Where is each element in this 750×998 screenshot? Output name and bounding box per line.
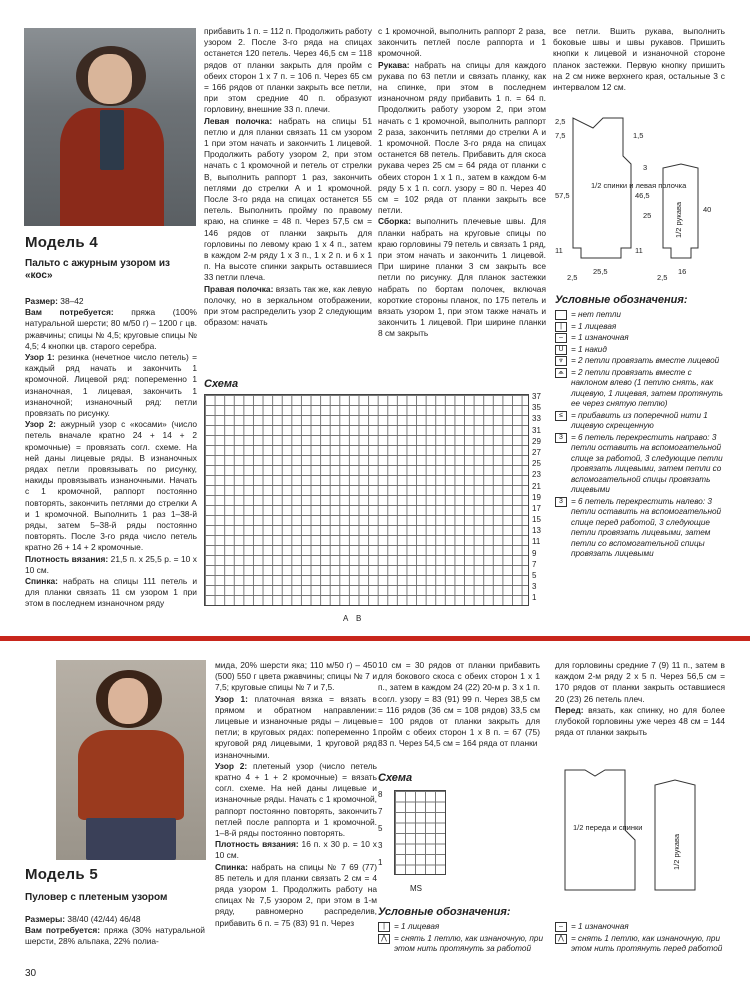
svg-text:11: 11 [635,246,643,255]
row-number: 9 [532,548,537,558]
row-number: 7 [532,559,537,569]
legend-text: = снять 1 петлю, как изнаночную, при этом нить протянуть перед работой [571,933,723,953]
row-number: 3 [532,582,537,592]
svg-text:3: 3 [643,163,648,172]
legend-symbol-icon: U [555,345,567,355]
legend-text: = 1 изнаночная [571,922,629,931]
model5-heading: Модель 5 [25,866,98,883]
svg-text:25: 25 [643,211,652,220]
row-number: 31 [532,425,541,435]
legend-text: = 1 лицевая [394,922,440,931]
sweater-photo [56,660,206,860]
legend-symbol-icon: ⋀ [378,934,390,944]
model5-col1: Размеры: 38/40 (42/44) 46/48 Вам потребуется: пряжа (30% натуральной шерсти, 28% альпака, 22% полиа- [25,914,205,947]
model5-legend-right [555,922,725,956]
model5-pattern-schematic [545,740,730,910]
svg-text:16: 16 [678,267,687,276]
svg-text:2,5: 2,5 [567,273,578,282]
model4-legend [555,310,727,561]
legend-symbol-icon: 3 [555,497,567,507]
row-number: 1 [378,858,383,867]
model5-pattern-sleeve-label: 1/2 рукава [672,833,681,870]
legend-text: = 6 петель перекрестить направо: 3 петли оставить на вспомогательной спице за работой, 3 следующие петли провязать лицевыми, затем петли со вспомогательной спицы провязать лицевыми [571,432,723,494]
svg-text:40: 40 [703,205,712,214]
model5-schema-label: Схема [378,772,413,784]
model5-legend-left [378,922,548,956]
legend-symbol-icon: – [555,333,567,343]
model5-rapport-label: MS [410,884,422,893]
page-number: 30 [25,968,37,979]
legend-text: = 2 петли провязать вместе с наклоном влево (1 петлю снять, как лицевую, 1 лицевая, затем протянуть ее через снятую петлю) [571,367,723,408]
legend-item [378,922,548,933]
model4-arrow-a: A [343,614,349,623]
model4-col4: все петли. Вшить рукава, выполнить боковые швы и швы рукавов. Пришить кнопки к лицевой и изнаночной стороне планок застежки. Первую кнопку пришить на 2 см ниже верхнего края, остальные 3 с интервалом 12 см. [553,26,725,93]
row-number: 17 [532,503,541,513]
legend-item [555,356,727,367]
model5-row-numbers [378,790,392,875]
svg-text:57,5: 57,5 [555,191,570,200]
legend-item [378,934,548,955]
model4-arrow-b: B [356,614,362,623]
model4-col1: Размер: 38–42 Вам потребуется: пряжа (100% натуральной шерсти; 80 м/50 г) – 1200 г цв. ржавчины; спицы № 4,5; круговые спицы № 4,5; 4 кнопки цв. старого серебра. Узор 1: резинка (нечетное число петель) = каждый ряд начать и закончить 1 кромочной. Лицевой ряд: попеременно 1 изнаночная, 1 лицевая, закончить 1 изнаночной; изнаночный ряд: петли провязать по рисунку. Узор 2: ажурный узор с «косами» (число петель вначале кратно 24 + 14 + 2 кромочные) = провязать согл. схеме. На ней даны лицевые ряды. В изнаночных рядах петли провязывать по рисунку, накиды провязывать изнаночными. Начать с 1 кромочной, раппорт постоянно повторять, закончить петлями до стрелки А и 1 кромочной. Выполнить 1 раз 1–38-й ряды, затем 5–38-й ряды постоянно повторять. После 3-го ряда число петель кратно 26 + 14 + 2 кромочные. Плотность вязания: 21,5 п. х 25,5 р. = 10 х 10 см. Спинка: набрать на спицы 111 петель и для планки связать 11 см узором 1 при этом в последнем изнаночном ряду [25,296,197,609]
row-number: 35 [532,403,541,413]
row-number: 7 [378,807,383,816]
legend-text: = 6 петель перекрестить налево: 3 петли оставить на вспомогательной спице перед работой, 3 следующие петли провязать лицевыми, затем петли со вспомогательной спицы провязать лицевыми [571,496,722,558]
row-number: 13 [532,526,541,536]
svg-text:2,5: 2,5 [657,273,668,282]
legend-item [555,333,727,344]
legend-item [555,368,727,410]
row-number: 5 [532,571,537,580]
section-divider [0,636,750,641]
legend-item [555,922,725,933]
model5-col4: для горловины средние 7 (9) 11 п., затем в каждом 2-м ряду 2 х 5 п. Через 56,5 см = 170 рядов от планки закрыть оставшиеся 20 (23) 26 петель плеч. Перед: вязать, как спинку, но для более глубокой горловины уже через 48 см = 144 ряда от планки закрыть [555,660,725,738]
model4-pattern-schematic [553,108,728,286]
row-number: 33 [532,414,541,424]
row-number: 1 [532,593,537,603]
legend-symbol-icon: | [378,922,390,932]
model5-title: Пуловер с плетеным узором [25,892,168,903]
legend-symbol-icon: ≤ [555,411,567,421]
model5-stitch-chart [394,790,446,875]
model4-pattern-back-label: 1/2 спинки и левая полочка [591,181,687,190]
legend-text: = снять 1 петлю, как изнаночную, при этом нить протянуть за работой [394,933,544,953]
row-number: 37 [532,392,541,401]
legend-symbol-icon: | [555,322,567,332]
legend-symbol-icon [555,310,567,320]
legend-symbol-icon: ⩕ [555,368,567,378]
model5-col2: мида, 20% шерсти яка; 110 м/50 г) – 450 (500) 550 г цвета ржавчины; спицы № 7 и 7,5; круговые спицы № 7 и 7,5. Узор 1: платочная вязка = вязать в прямом и обратном направлении: лицевые и изнаночные ряды – лицевые петли; в круговых рядах: попеременно 1 круговой ряд лицевыми, 1 круговой ряд изнаночными. Узор 2: плетеный узор (число петель кратно 4 + 1 + 2 кромочные) = вязать согл. схеме. На ней даны лицевые и изнаночные ряды. Начать с 1 кромочной, раппорт постоянно повторять, закончить петлей после раппорта и 1 кромочной. 1–8-й ряды постоянно повторять. Плотность вязания: 16 п. х 30 р. = 10 х 10 см. Спинка: набрать на спицы № 7 69 (77) 85 петель и для планки связать 2 см = 4 ряда узором 1. Продолжить работу на спицах № 7,5 узором 2, при этом в 1-м ряду, равномерно распределив, прибавить 6 п. = 75 (83) 91 п. Через [215,660,377,928]
row-number: 8 [378,790,383,799]
model4-stitch-chart [204,394,529,606]
row-number: 15 [532,515,541,525]
legend-item [555,322,727,333]
svg-text:11: 11 [555,246,563,255]
legend-symbol-icon: – [555,922,567,932]
model5-legend-title: Условные обозначения: [378,906,511,918]
legend-symbol-icon: ⋀ [555,934,567,944]
legend-text: = 1 накид [571,344,607,354]
row-number: 21 [532,481,541,491]
row-number: 25 [532,459,541,469]
legend-item [555,497,727,560]
model4-title: Пальто с ажурным узором из «кос» [25,258,170,281]
legend-symbol-icon: 3 [555,433,567,443]
legend-item [555,934,725,955]
model4-col2: прибавить 1 п. = 112 п. Продолжить работу узором 2. После 3-го ряда на спицах останется 120 петель. Через 46,5 см = 118 рядов от планки закрыть для пройм с обеих сторон 1 х 7 п. = 106 п. Через 65 см = 166 рядов от планки закрыть все петли, при этом средние 40 п. образуют горловину, внешние 33 п. плечи. Левая полочка: набрать на спицы 51 петлю и для планки связать 11 см узором 1 при этом начать и закончить 1 лицевой. Продолжить работу узором 2, при этом начать с 1 кромочной и петель от стрелки В, выполнить раппорт 1 раз, закончить петлями до стрелки А и 1 кромочной. После 3-го ряда на спицах останется 55 петель. Выполнить пройму по правому краю, на спинке = 48 п. Через 57,5 см = 146 рядов от планки закрыть для горловины по левому краю 1 х 4 п., затем в каждом 2-м ряду 1 х 3 п., 1 х 2 п. и 6 х 1 п. На высоте спинки закрыть оставшиеся 33 петли плеча. Правая полочка: вязать так же, как левую полочку, но в зеркальном отображении, при этом распределить узор 2 следующим образом: начать [204,26,372,328]
row-number: 29 [532,436,541,446]
legend-item [555,433,727,496]
model5-col3: 10 см = 30 рядов от планки прибавить для бокового скоса с обеих сторон 1 х 1 п., затем в каждом 24 (22) 20-м р. 3 х 1 п. согл. узору = 83 (91) 99 п. Через 38,5 см = 116 рядов (36 см = 108 рядов) 33,5 см = 100 рядов от планки закрыть для пройм с обеих сторон 1 х 8 п. = 67 (75) 83 п. Через 54,5 см = 164 ряда от планки [378,660,540,749]
model4-heading: Модель 4 [25,234,98,251]
row-number: 3 [378,841,383,850]
model4-row-numbers [532,392,552,605]
svg-text:2,5: 2,5 [555,117,566,126]
legend-item [555,345,727,356]
model4-legend-title: Условные обозначения: [555,294,688,306]
row-number: 11 [532,537,541,547]
svg-text:25,5: 25,5 [593,267,608,276]
svg-text:1,5: 1,5 [633,131,644,140]
model4-col3: с 1 кромочной, выполнить раппорт 2 раза, закончить петлей после раппорта и 1 кромочной. Рукава: набрать на спицы для каждого рукава по 63 петли и связать планку, как на спинке, при этом в последнем изнаночном ряду прибавить 1 п. = 64 п. Продолжить работу узором 2, при этом начать с 1 кромочной, выполнить раппорт 2 раза, закончить петлями до стрелки А и 1 кромочной. После 3-го ряда на спицах останется 68 петель. Прибавить для скоса рукава через 25 см = 64 ряда от планки с обеих сторон 1 х 1 п., затем в каждом 6-м ряду 5 х 1 п. согл. узору = 80 п. Через 40 см = 102 ряда от планки закрыть все петли. Сборка: выполнить плечевые швы. Для планки набрать на круговые спицы по краю горловины 79 петель и связать 1 ряд, при этом начать и закончить 1 лицевой. При ширине планки 3 см закрыть все петли по рисунку. Для планок застежки набрать по бортам полочек, включая короткие стороны планок, по 175 петель и вязать узором 1, при этом также начать и закончить 1 лицевой. При ширине планки 8 см закрыть [378,26,546,339]
model4-pattern-sleeve-label: 1/2 рукава [674,201,683,238]
model5-pattern-front-label: 1/2 переда и спинки [573,823,643,832]
svg-text:7,5: 7,5 [555,131,566,140]
legend-text: = 1 лицевая [571,321,617,331]
model4-schema-label: Схема [204,378,239,390]
legend-text: = прибавить из поперечной нити 1 лицевую скрещенную [571,410,708,430]
legend-text: = 1 изнаночная [571,333,629,342]
legend-symbol-icon: ⩔ [555,356,567,366]
legend-item [555,310,727,321]
coat-photo [24,28,196,226]
row-number: 5 [378,824,383,833]
legend-text: = нет петли [571,310,621,319]
legend-text: = 2 петли провязать вместе лицевой [571,356,720,365]
row-number: 19 [532,492,541,502]
svg-text:46,5: 46,5 [635,191,650,200]
row-number: 27 [532,447,541,457]
legend-item [555,411,727,432]
row-number: 23 [532,470,541,480]
